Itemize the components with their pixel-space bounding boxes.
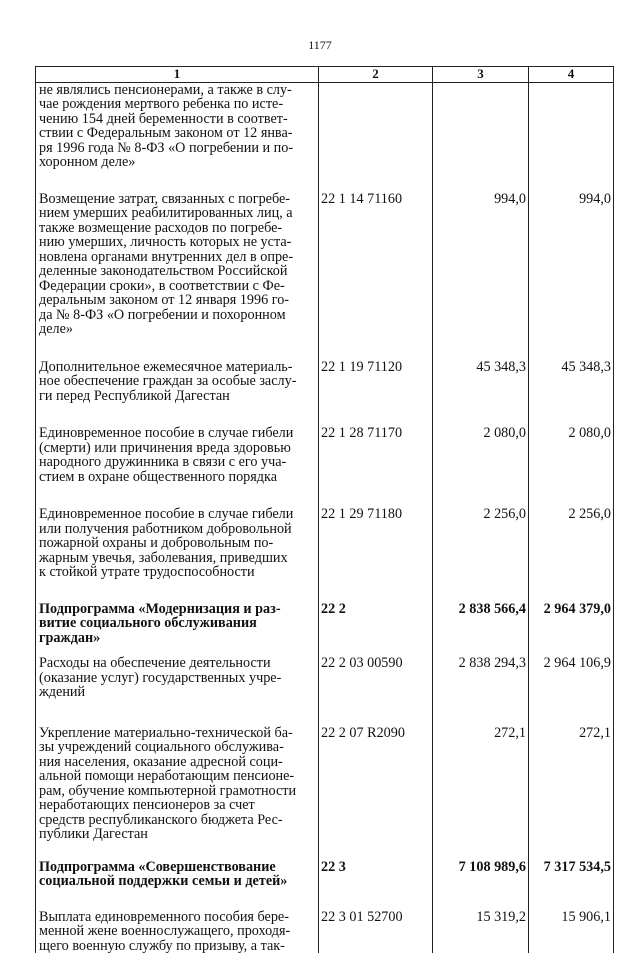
row-value-2019-cell [433,82,529,192]
table-row [36,860,614,910]
page-number: 1177 [308,38,332,52]
table-row [36,910,614,954]
table-row [36,82,614,192]
row-value-2019-cell: 2 838 566,4 [433,602,529,657]
row-code-cell: 22 2 [319,602,433,657]
row-value-2020-cell [529,82,614,192]
row-value-2020-cell: 2 080,0 [529,426,614,507]
row-name-cell: Дополнительное ежемесячное материаль- ное обеспечение граждан за особые заслу- ги перед Республикой Дагестан [36,360,319,427]
row-code-cell: 22 1 29 71180 [319,507,433,602]
column-header-3: 3 [433,67,529,83]
table-row [36,192,614,360]
table-row [36,656,614,726]
table-body [36,82,614,953]
row-name-cell: Подпрограмма «Модернизация и раз- витие социального обслуживания граждан» [36,602,319,657]
table-row [36,360,614,427]
row-code-cell: 22 1 19 71120 [319,360,433,427]
row-value-2020-cell: 2 964 106,9 [529,656,614,726]
row-value-2019-cell: 994,0 [433,192,529,360]
row-name-cell: Выплата единовременного пособия бере- менной жене военнослужащего, проходя- щего военную службу по призыву, а так- [36,910,319,954]
row-code-cell: 22 3 [319,860,433,910]
row-value-2019-cell: 45 348,3 [433,360,529,427]
budget-table [35,66,614,953]
row-value-2020-cell: 7 317 534,5 [529,860,614,910]
row-value-2020-cell: 15 906,1 [529,910,614,954]
row-value-2019-cell: 7 108 989,6 [433,860,529,910]
table-row [36,426,614,507]
row-name-cell: не являлись пенсионерами, а также в слу- чае рождения мертвого ребенка по исте- чению 154 дней беременности в соответ- ствии с Федеральным законом от 12 янва- ря 1996 года № 8-ФЗ «О погребении и по- хоронном деле» [36,82,319,192]
row-value-2020-cell: 2 256,0 [529,507,614,602]
row-code-cell: 22 2 07 R2090 [319,726,433,860]
row-value-2020-cell: 2 964 379,0 [529,602,614,657]
row-value-2020-cell: 272,1 [529,726,614,860]
row-value-2019-cell: 2 256,0 [433,507,529,602]
row-code-cell [319,82,433,192]
row-code-cell: 22 2 03 00590 [319,656,433,726]
column-header-1: 1 [36,67,319,83]
row-name-cell: Подпрограмма «Совершенствование социальной поддержки семьи и детей» [36,860,319,910]
row-value-2019-cell: 2 838 294,3 [433,656,529,726]
row-name-cell: Расходы на обеспечение деятельности (оказание услуг) государственных учре- ждений [36,656,319,726]
column-header-2: 2 [319,67,433,83]
table-row [36,602,614,657]
row-code-cell: 22 1 14 71160 [319,192,433,360]
row-value-2020-cell: 994,0 [529,192,614,360]
table-header-row [36,67,614,83]
table-row [36,507,614,602]
row-value-2019-cell: 272,1 [433,726,529,860]
row-code-cell: 22 3 01 52700 [319,910,433,954]
row-value-2019-cell: 2 080,0 [433,426,529,507]
column-header-4: 4 [529,67,614,83]
row-name-cell: Единовременное пособие в случае гибели (смерти) или причинения вреда здоровью народного дружинника в связи с его уча- стием в охране общественного порядка [36,426,319,507]
row-value-2020-cell: 45 348,3 [529,360,614,427]
row-value-2019-cell: 15 319,2 [433,910,529,954]
row-name-cell: Единовременное пособие в случае гибели или получения работником добровольной пожарной охраны и добровольным по- жарным увечья, заболевания, приведших к стойкой утрате трудоспособности [36,507,319,602]
row-name-cell: Укрепление материально-технической ба- зы учреждений социального обслужива- ния населения, оказание адресной соци- альной помощи неработающим пенсионе- рам, обучение компьютерной грамотности неработающих пенсионеров за счет средств республиканского бюджета Рес- публики Дагестан [36,726,319,860]
table-row [36,726,614,860]
row-code-cell: 22 1 28 71170 [319,426,433,507]
row-name-cell: Возмещение затрат, связанных с погребе- нием умерших реабилитированных лиц, а также возмещение расходов по погребе- нию умерших, личность которых не уста- новлена органами внутренних дел в опре- деленные законодательством Российской Федерации сроки», в соответствии с Фе- деральным законом от 12 января 1996 го- да № 8-ФЗ «О погребении и похоронном деле» [36,192,319,360]
